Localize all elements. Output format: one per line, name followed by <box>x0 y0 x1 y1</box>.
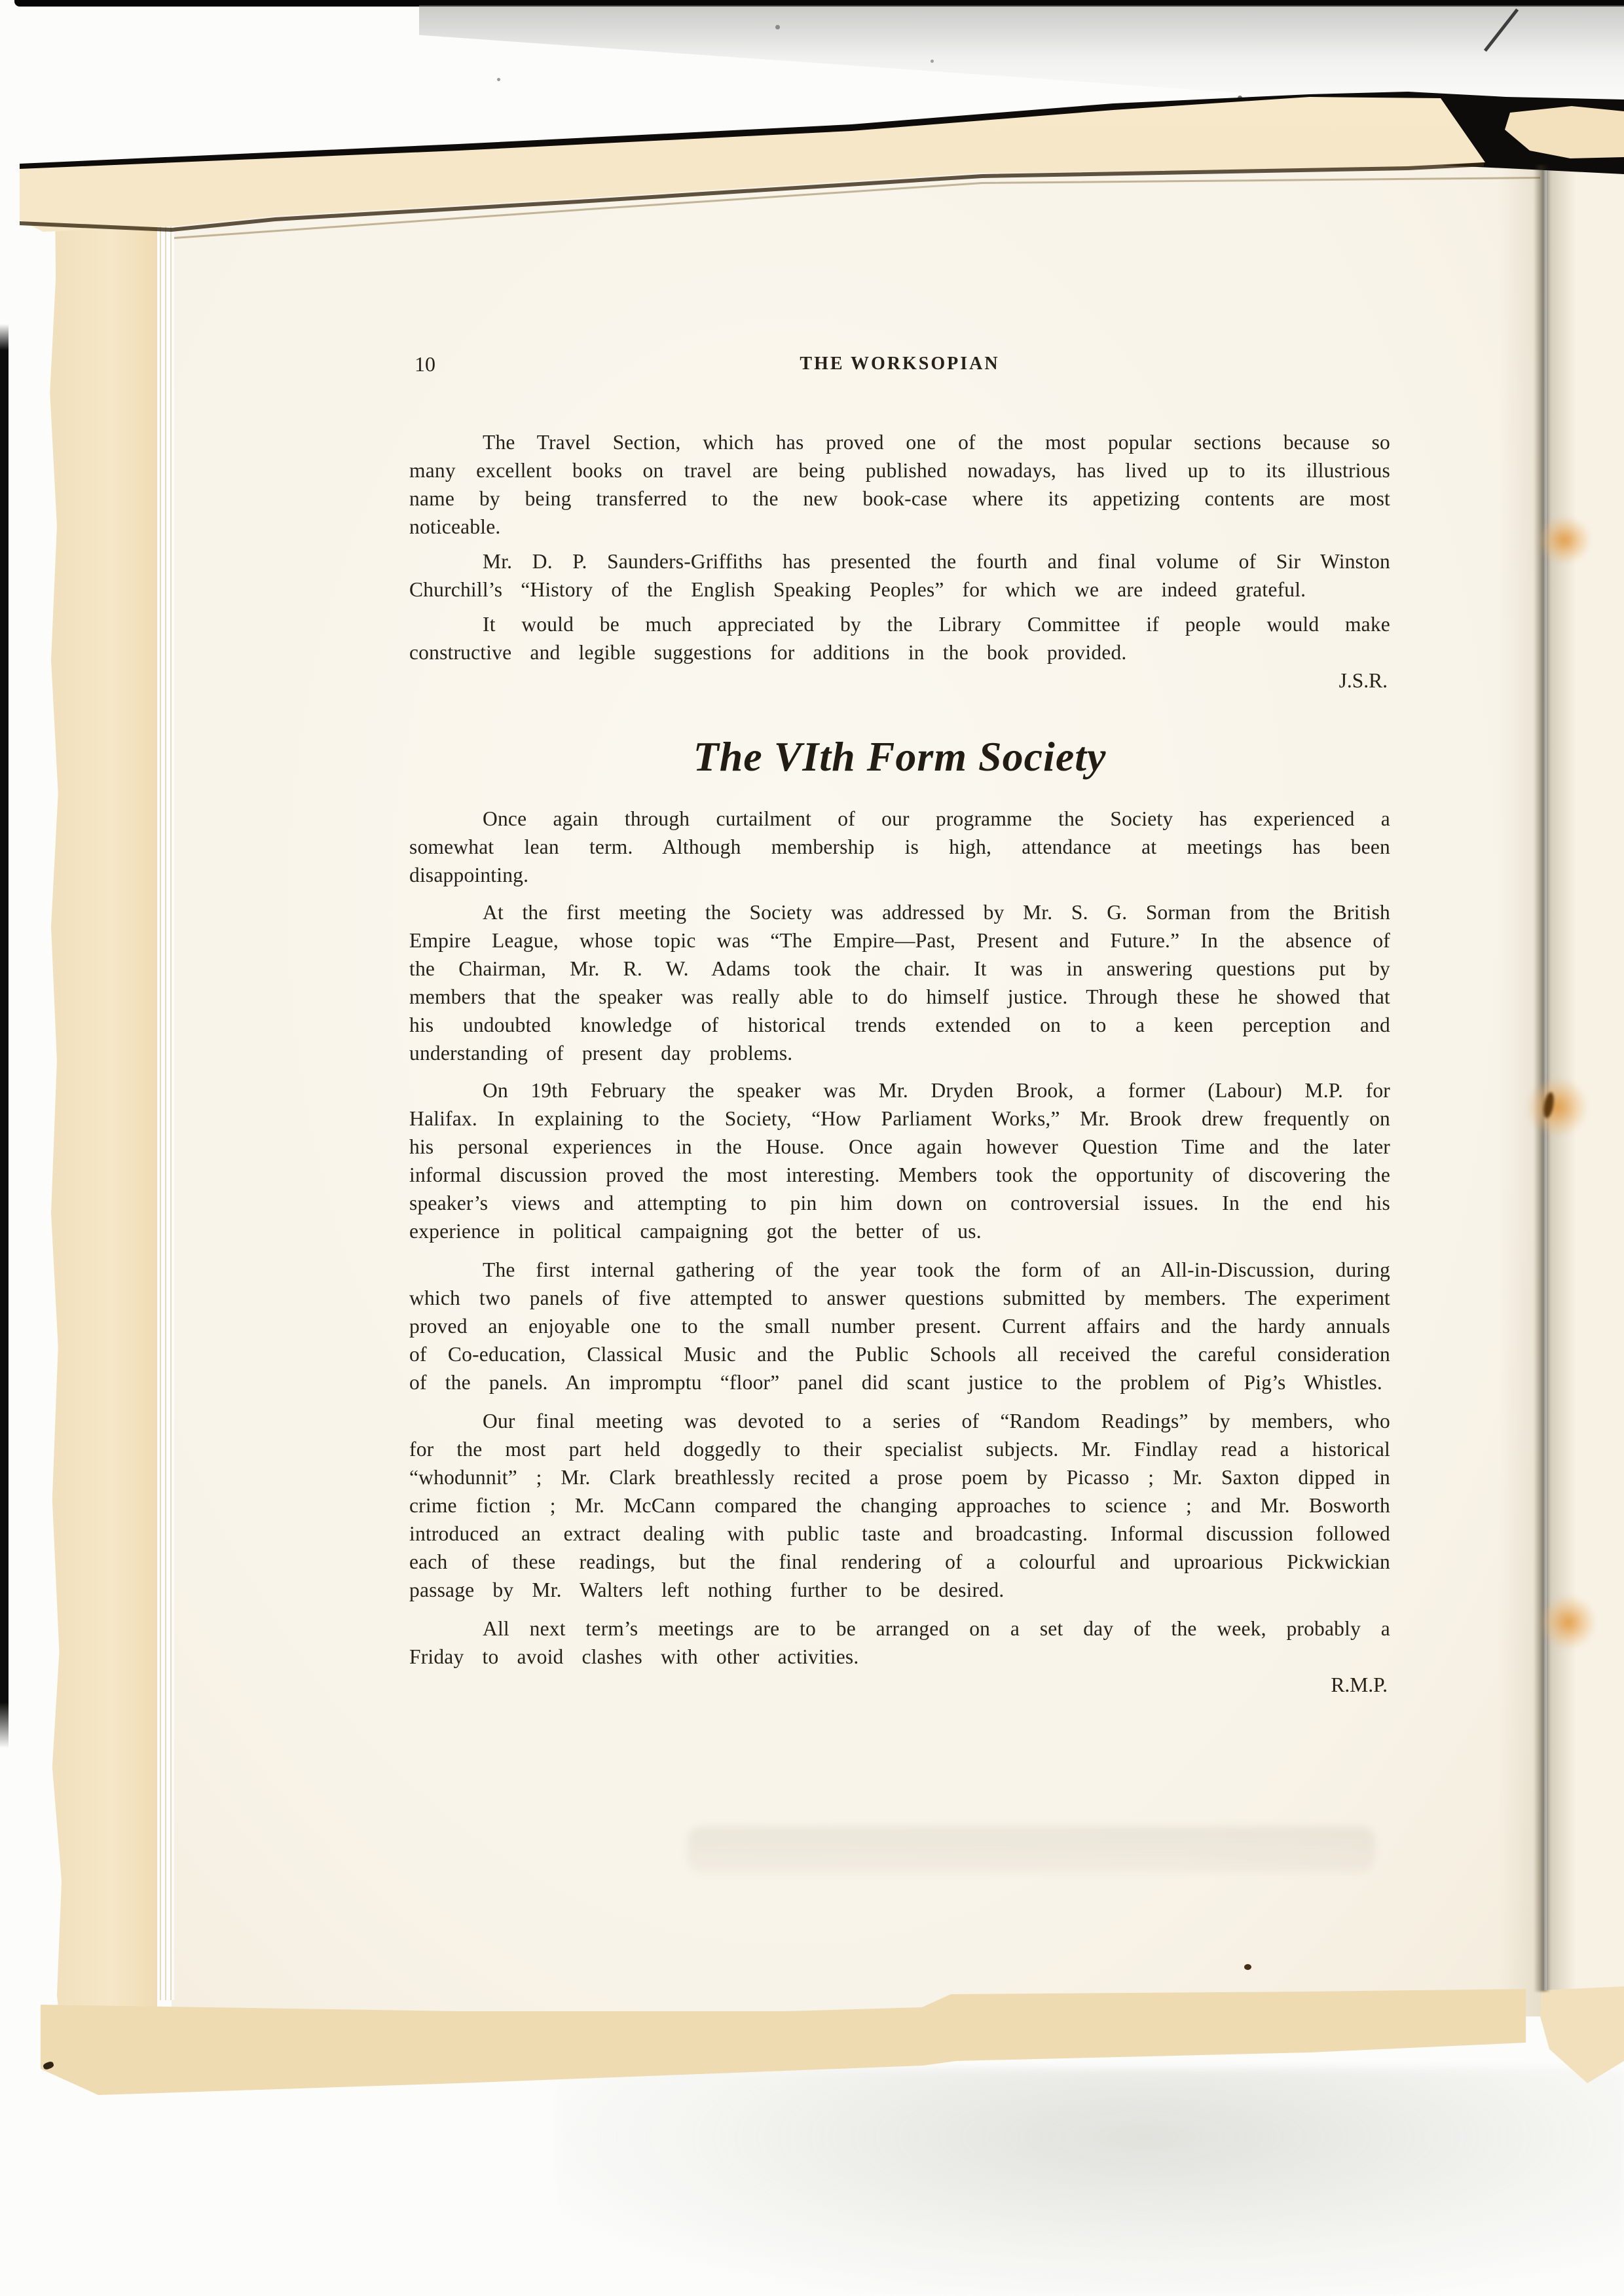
text-column <box>409 350 1390 1699</box>
age-spot <box>1526 1077 1589 1137</box>
scanner-left-edge <box>0 324 9 1748</box>
society-paragraph: The first internal gathering of the year took the form of an All-in-Discussion, during which two panels of five attempted to answer questions submitted by members. The experiment proved an enjoyable one to the small number present. Current affairs and the hardy annuals of Co-education, Classical Music and the Public Schools all received the careful consideration of the panels. An impromptu “floor” panel did scant justice to the problem of Pig’s Whistles. <box>409 1258 1390 1394</box>
society-heading: The VIth Form Society <box>693 733 1107 780</box>
page-edge-deckle-left <box>41 164 157 2072</box>
page-header <box>409 350 1390 378</box>
society-paragraph: Once again through curtailment of our programme the Society has experienced a somewhat lean term. Although membership is high, attendance at meetings has been disappointing. <box>409 807 1390 886</box>
society-signature: R.M.P. <box>1331 1673 1388 1696</box>
society-paragraph: Our final meeting was devoted to a series of “Random Readings” by members, who for the most part held doggedly to their specialist subjects. Mr. Findlay read a historical “whodunnit” ; Mr. Clark breathlessly recited a prose poem by Picasso ; Mr. Saxton dipped in crime fiction ; Mr. McCann compared the changing approaches to science ; and Mr. Bosworth introduced an extract dealing with public taste and broadcasting. Informal discussion followed each of these readings, but the final rendering of a colourful and uproarious Pickwickian passage by Mr. Walters left nothing further to be desired. <box>409 1410 1390 1601</box>
underlying-page-edge <box>1547 158 1624 1992</box>
age-spot <box>1538 516 1591 564</box>
library-paragraph: Mr. D. P. Saunders-Griffiths has presented the fourth and final volume of Sir Winston Churchill’s “History of the English Speaking Peoples” for which we are indeed grateful. <box>409 550 1390 601</box>
stacked-page-edges <box>155 216 174 2000</box>
library-paragraph: It would be much appreciated by the Library Committee if people would make constructive and legible suggestions for additions in the book provided. <box>409 613 1390 664</box>
show-through-ghost-text <box>688 1827 1375 1872</box>
society-paragraph: All next term’s meetings are to be arranged on a set day of the week, probably a Friday to avoid clashes with other activities. <box>409 1617 1390 1668</box>
running-title: THE WORKSOPIAN <box>800 354 1000 374</box>
dust-specks <box>0 0 2 2</box>
ink-speck <box>1244 1964 1251 1970</box>
scanner-shadow <box>557 2069 1624 2296</box>
society-paragraph: On 19th February the speaker was Mr. Dryden Brook, a former (Labour) M.P. for Halifax. In explaining to the Society, “How Parliament Works,” Mr. Brook drew frequently on his personal experiences in the House. Once again however Question Time and the later informal discussion proved the most interesting. Members took the opportunity of discovering the speaker’s views and attempting to pin him down on controversial issues. In the end his experience in political campaigning got the better of us. <box>409 1079 1390 1243</box>
library-signature: J.S.R. <box>1338 669 1388 692</box>
age-spot <box>1540 1595 1596 1650</box>
society-paragraph: At the first meeting the Society was addressed by Mr. S. G. Sorman from the British Empire League, whose topic was “The Empire—Past, Present and Future.” In the absence of the Chairman, Mr. R. W. Adams took the chair. It was in answering questions put by members that the speaker was really able to do himself justice. Through these he showed that his undoubted knowledge of historical trends extended on to a keen perception and understanding of present day problems. <box>409 901 1390 1065</box>
page-number: 10 <box>415 352 435 376</box>
library-paragraph: The Travel Section, which has proved one of the most popular sections because so many excellent books on travel are being published nowadays, has lived up to its illustrious name by being transferred to the new book-case where its appetizing contents are most noticeable. <box>409 431 1390 538</box>
